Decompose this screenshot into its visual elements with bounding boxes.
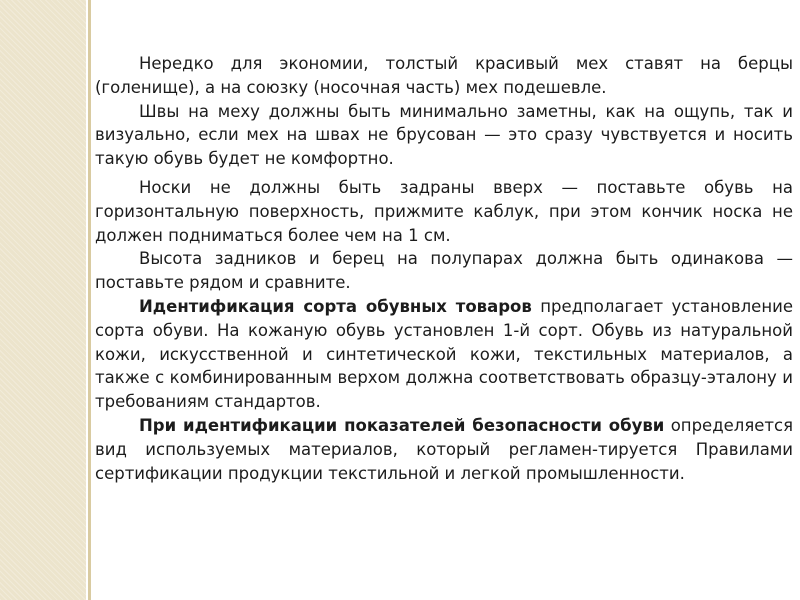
decorative-divider bbox=[88, 0, 91, 600]
paragraph-fur-economy: Нередко для экономии, толстый красивый мех ставят на берцы (голенище), а на союзку (носочная часть) мех подешевле. bbox=[95, 54, 793, 97]
safety-identification-heading: При идентификации показателей безопасности обуви bbox=[139, 415, 665, 435]
paragraph-heel-height: Высота задников и берец на полупарах должна быть одинакова — поставьте рядом и сравните. bbox=[95, 249, 793, 293]
grade-identification-heading: Идентификация сорта обувных товаров bbox=[139, 296, 532, 316]
paragraph-toe-check: Носки не должны быть задраны вверх — поставьте обувь на горизонтальную поверхность, прижмите каблук, при этом кончик носка не должен подниматься более чем на 1 см. bbox=[95, 177, 793, 245]
safety-identification-text: определяется вид используемых материалов, который регламен-тируется Правилами сертификации продукции текстильной и легкой промышленности. bbox=[95, 415, 794, 483]
text-body bbox=[95, 52, 793, 485]
grade-identification-text: предполагает установление сорта обуви. На кожаную обувь установлен 1-й сорт. Обувь из натуральной кожи, искусственной и синтетической кожи, текстильных материалов, а также с комбинированным верхом должна соответствовать образцу-эталону и требованиям стандартов. bbox=[95, 296, 793, 412]
decorative-strip bbox=[0, 0, 86, 600]
paragraph-safety-identification bbox=[95, 414, 793, 485]
paragraph-fur-seams: Швы на меху должны быть минимально заметны, как на ощупь, так и визуально, если мех на швах не брусован — это сразу чувствуется и носить такую обувь будет не комфортно. bbox=[95, 101, 793, 169]
paragraph-grade-identification bbox=[95, 295, 793, 414]
